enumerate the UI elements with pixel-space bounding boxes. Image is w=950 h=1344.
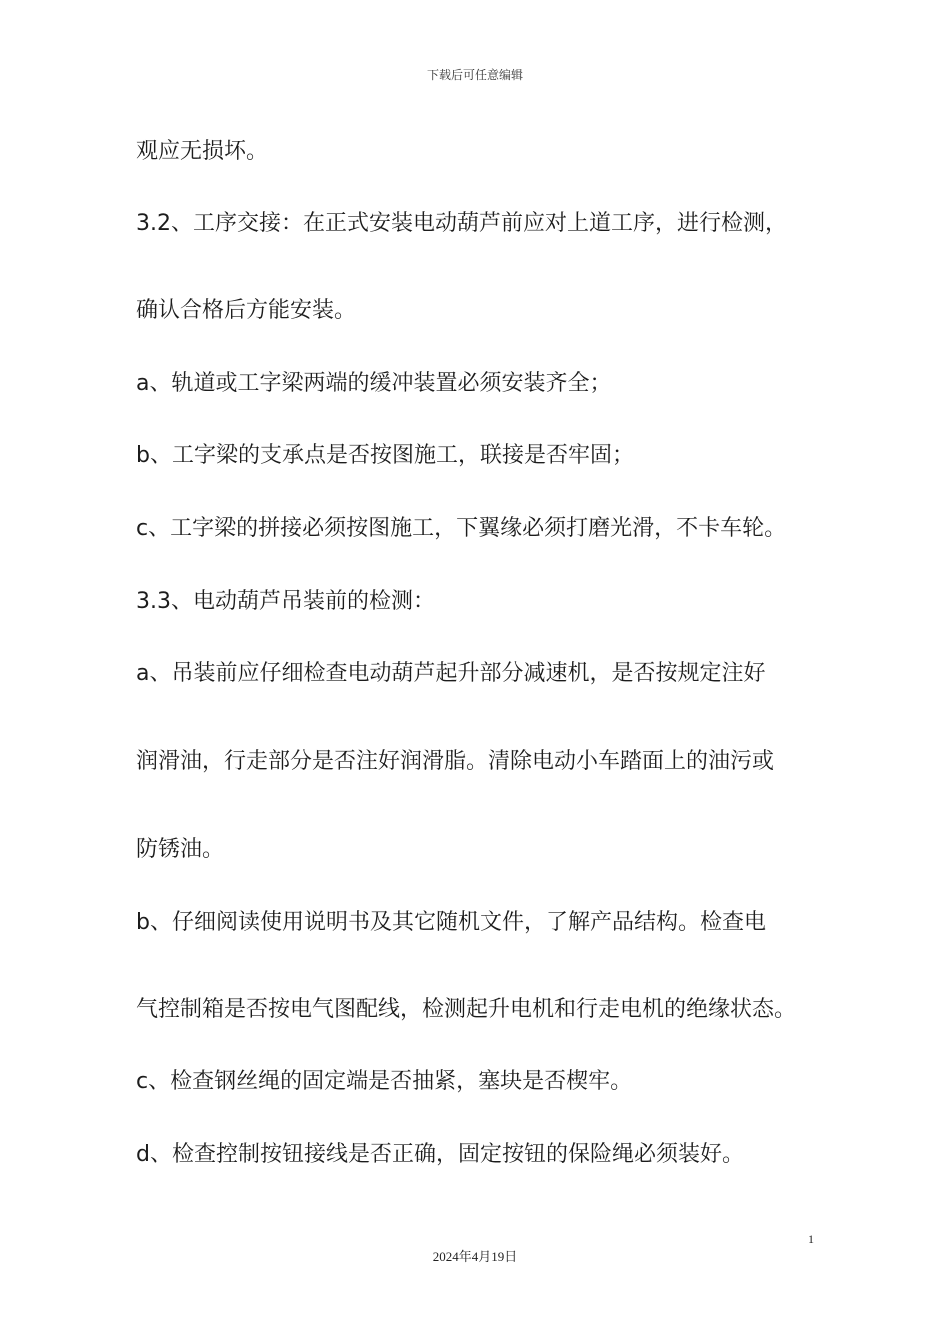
body-line-3: 确认合格后方能安装。: [136, 298, 357, 323]
body-line-9: 润滑油，行走部分是否注好润滑脂。清除电动小车踏面上的油污或: [136, 749, 775, 774]
body-line-13: c、检查钢丝绳的固定端是否抽紧，塞块是否楔牢。: [136, 1069, 633, 1094]
page-header: 下载后可任意编辑: [426, 68, 523, 82]
body-line-7: 3.3、电动葫芦吊装前的检测：: [136, 589, 435, 614]
body-line-11: b、仔细阅读使用说明书及其它随机文件，了解产品结构。检查电: [136, 910, 766, 935]
body-line-6: c、工字梁的拼接必须按图施工，下翼缘必须打磨光滑，不卡车轮。: [136, 516, 787, 541]
body-line-5: b、工字梁的支承点是否按图施工，联接是否牢固；: [136, 443, 634, 468]
body-line-8: a、吊装前应仔细检查电动葫芦起升部分减速机，是否按规定注好: [136, 661, 766, 686]
body-line-2: 3.2、工序交接：在正式安装电动葫芦前应对上道工序，进行检测，: [136, 211, 787, 236]
page-number: 1: [808, 1232, 814, 1246]
footer-date: 2024年4月19日: [432, 1249, 518, 1264]
body-line-14: d、检查控制按钮接线是否正确，固定按钮的保险绳必须装好。: [136, 1142, 744, 1167]
body-line-12: 气控制箱是否按电气图配线，检测起升电机和行走电机的绝缘状态。: [136, 997, 797, 1022]
body-line-1: 观应无损坏。: [136, 139, 269, 164]
body-line-4: a、轨道或工字梁两端的缓冲装置必须安装齐全；: [136, 371, 612, 396]
body-line-10: 防锈油。: [136, 837, 225, 862]
